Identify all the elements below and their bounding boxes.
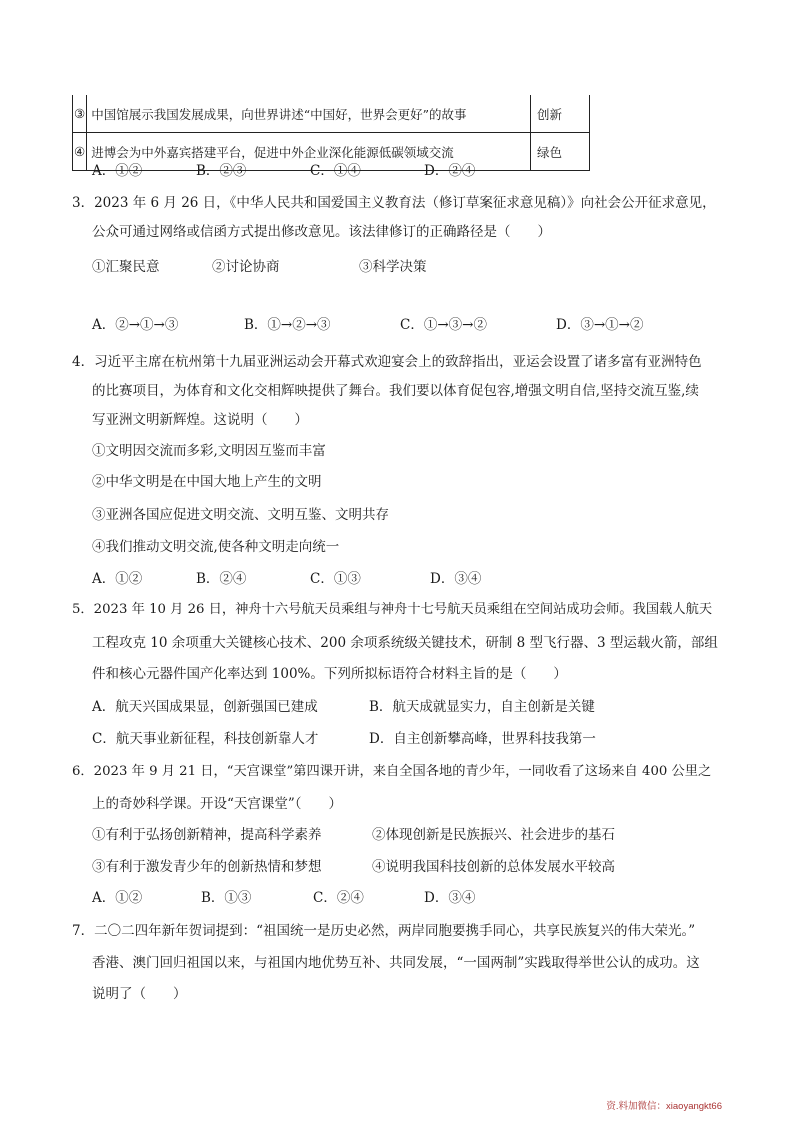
q5-option-c: C．航天事业新征程，科技创新靠人才 (92, 731, 319, 747)
q3-option-b: B．①→②→③ (244, 317, 331, 333)
q5-stem-line: 工程攻克 10 余项重大关键核心技术、200 余项系统级关键技术，研制 8 型飞行器、3 型运载火箭，部组 (92, 635, 718, 651)
q6-option-c: C．②④ (313, 890, 364, 906)
q3-item: ①汇聚民意 (92, 259, 160, 275)
answer-table (72, 95, 590, 171)
q5-stem-line: 件和核心元器件国产化率达到 100%。下列所拟标语符合材料主旨的是（ ） (92, 666, 567, 682)
row-keyword: 创新 (531, 95, 590, 133)
q7-stem-line: 香港、澳门回归祖国以来，与祖国内地优势互补、共同发展，“一国两制”实践取得举世公认的成功。这 (92, 955, 700, 971)
q4-option-a: A．①② (92, 571, 143, 587)
q3-item: ②讨论协商 (212, 259, 280, 275)
row-number: ③ (73, 95, 87, 133)
row-text: 进博会为中外嘉宾搭建平台，促进中外企业深化能源低碳领域交流 (87, 133, 531, 171)
row-number: ④ (73, 133, 87, 171)
footer-watermark: 资.料加微信：xiaoyangkt66 (606, 1101, 722, 1112)
q4-item: ④我们推动文明交流,使各种文明走向统一 (92, 539, 340, 555)
q5-option-a: A．航天兴国成果显，创新强国已建成 (92, 699, 318, 715)
q5-stem-line: 5．2023 年 10 月 26 日，神舟十六号航天员乘组与神舟十七号航天员乘组在空间站成功会师。我国载人航天 (72, 602, 713, 617)
q4-stem-line: 4．习近平主席在杭州第十九届亚洲运动会开幕式欢迎宴会上的致辞指出，亚运会设置了诸多富有亚洲特色 (72, 354, 702, 370)
q7-stem-line: 说明了（ ） (92, 986, 187, 1002)
q6-option-d: D．③④ (424, 890, 476, 906)
q2-option-d: D．②④ (424, 163, 476, 179)
q4-stem-line: 写亚洲文明新辉煌。这说明（ ） (92, 412, 308, 428)
q6-item: ③有利于激发青少年的创新热情和梦想 (92, 859, 322, 875)
q6-item: ②体现创新是民族振兴、社会进步的基石 (372, 827, 615, 843)
q6-item: ④说明我国科技创新的总体发展水平较高 (372, 859, 615, 875)
q3-option-d: D．③→①→② (556, 317, 644, 333)
q6-item: ①有利于弘扬创新精神，提高科学素养 (92, 827, 322, 843)
q5-option-b: B．航天成就显实力，自主创新是关键 (369, 699, 595, 715)
q6-option-a: A．①② (92, 890, 143, 906)
q2-option-c: C．①④ (310, 163, 361, 179)
q6-option-b: B．①③ (201, 890, 252, 906)
q4-item: ③亚洲各国应促进文明交流、文明互鉴、文明共存 (92, 507, 389, 523)
q4-option-d: D．③④ (430, 571, 482, 587)
q5-option-d: D．自主创新攀高峰，世界科技我第一 (369, 731, 596, 747)
row-keyword: 绿色 (531, 133, 590, 171)
q4-option-b: B．②④ (196, 571, 247, 587)
table-row (73, 95, 590, 133)
row-text: 中国馆展示我国发展成果，向世界讲述“中国好，世界会更好”的故事 (87, 95, 531, 133)
q2-option-b: B．②③ (196, 163, 247, 179)
q6-stem-line: 上的奇妙科学课。开设“天宫课堂”（ ） (92, 796, 343, 812)
q3-item: ③科学决策 (359, 259, 427, 275)
q3-option-c: C．①→③→② (400, 317, 487, 333)
q4-stem-line: 的比赛项目，为体育和文化交相辉映提供了舞台。我们要以体育促包容,增强文明自信,坚持交流互鉴,续 (92, 383, 699, 399)
q7-stem-line: 7．二〇二四年新年贺词提到：“祖国统一是历史必然，两岸同胞要携手同心，共享民族复兴的伟大荣光。” (72, 923, 696, 939)
q4-item: ①文明因交流而多彩,文明因互鉴而丰富 (92, 443, 326, 459)
q3-option-a: A．②→①→③ (92, 317, 179, 333)
q2-option-a: A．①② (92, 163, 143, 179)
q4-item: ②中华文明是在中国大地上产生的文明 (92, 474, 322, 490)
q4-option-c: C．①③ (310, 571, 361, 587)
q3-stem-line: 公众可通过网络或信函方式提出修改意见。该法律修订的正确路径是（ ） (92, 224, 551, 240)
q3-stem-line: 3．2023 年 6 月 26 日，《中华人民共和国爱国主义教育法（修订草案征求意见稿）》向社会公开征求意见， (72, 195, 716, 211)
q6-stem-line: 6．2023 年 9 月 21 日，“天宫课堂”第四课开讲，来自全国各地的青少年，一同收看了这场来自 400 公里之 (72, 764, 712, 779)
